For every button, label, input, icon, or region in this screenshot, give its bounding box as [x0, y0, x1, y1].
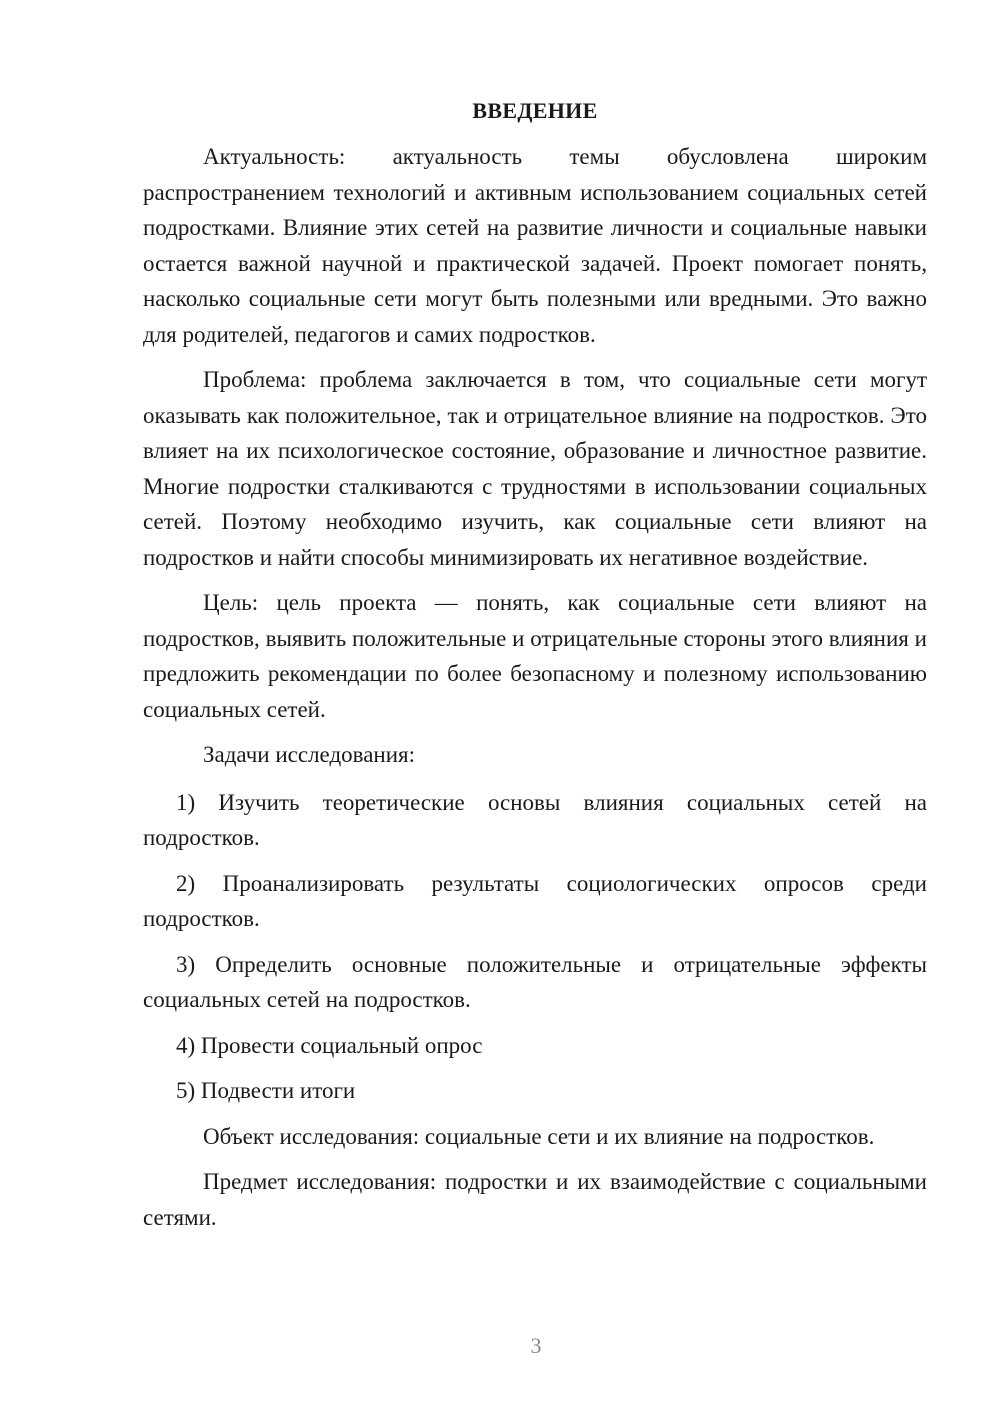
task-item: 5) Подвести итоги	[176, 1078, 356, 1103]
tasks-heading: Задачи исследования:	[203, 742, 416, 767]
task-item: 3) Определить основные положительные и отрицательные эффекты социальных сетей на подростков.	[143, 951, 927, 1012]
page-content	[143, 95, 927, 1235]
goal-paragraph: Цель: цель проекта — понять, как социальные сети влияют на подростков, выявить положительные и отрицательные стороны этого влияния и предложить рекомендации по более безопасному и полезному использованию социальных сетей.	[143, 590, 927, 722]
page-title: ВВЕДЕНИЕ	[472, 98, 598, 123]
relevance-paragraph: Актуальность: актуальность темы обусловлена широким распространением технологий и активным использованием социальных сетей подростками. Влияние этих сетей на развитие личности и социальные навыки остается важной научной и практической задачей. Проект помогает понять, насколько социальные сети могут быть полезными или вредными. Это важно для родителей, педагогов и самих подростков.	[143, 144, 927, 347]
object-paragraph: Объект исследования: социальные сети и их влияние на подростков.	[203, 1123, 875, 1149]
subject-paragraph: Предмет исследования: подростки и их взаимодействие с социальными сетями.	[143, 1169, 927, 1230]
task-item: 4) Провести социальный опрос	[176, 1032, 483, 1058]
task-item: 2) Проанализировать результаты социологических опросов среди подростков.	[143, 870, 927, 931]
problem-paragraph: Проблема: проблема заключается в том, что социальные сети могут оказывать как положительное, так и отрицательное влияние на подростков. Это влияет на их психологическое состояние, образование и личностное развитие. Многие подростки сталкиваются с трудностями в использовании социальных сетей. Поэтому необходимо изучить, как социальные сети влияют на подростков и найти способы минимизировать их негативное воздействие.	[143, 367, 927, 570]
page-number: 3	[530, 1333, 542, 1358]
task-item: 1) Изучить теоретические основы влияния социальных сетей на подростков.	[143, 789, 927, 850]
